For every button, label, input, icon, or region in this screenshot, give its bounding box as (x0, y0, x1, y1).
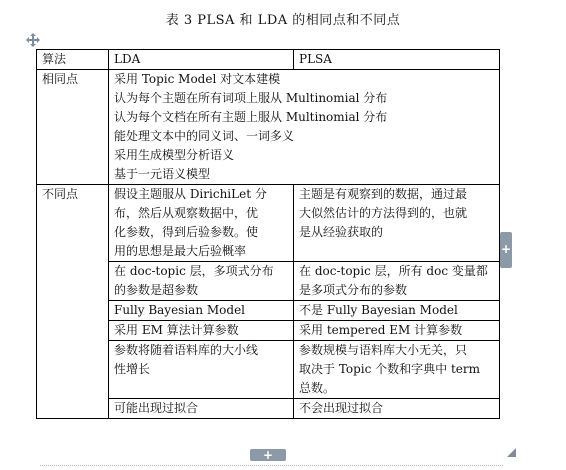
similarity-line: 基于一元语义模型 (114, 167, 211, 181)
table-caption: 表 3 PLSA 和 LDA 的相同点和不同点 (165, 13, 401, 28)
cell-line: 参数规模与语料库大小无关，只 (299, 343, 468, 357)
cell-line: 性增长 (114, 362, 151, 376)
cell-line: 采用 tempered EM 计算参数 (299, 323, 463, 337)
cell-line: 取决于 Topic 个数和字典中 term (299, 362, 481, 376)
header-cell-lda: LDA (109, 50, 294, 70)
cell-line: 采用 EM 算法计算参数 (114, 323, 239, 337)
lda-cell (109, 341, 294, 399)
cell-line: 总数。 (299, 381, 336, 395)
lda-cell (109, 301, 294, 321)
add-row-handle[interactable] (250, 449, 286, 461)
plsa-cell (294, 262, 500, 301)
lda-cell (109, 399, 294, 419)
cell-line: 在 doc-topic 层，所有 doc 变量都 (299, 264, 488, 278)
header-cell-plsa: PLSA (294, 50, 500, 70)
cell-line: 是多项式分布的参数 (299, 283, 408, 297)
differences-label: 不同点 (37, 185, 109, 419)
similarity-line: 认为每个主题在所有词项上服从 Multinomial 分布 (114, 91, 388, 105)
cell-line: 不是 Fully Bayesian Model (299, 303, 458, 317)
header-cell-algorithm: 算法 (37, 50, 109, 70)
table-row-difference (37, 185, 500, 262)
cell-line: 化参数，得到后验参数。使 (114, 225, 259, 239)
cell-line: 主题是有观察到的数据，通过最 (299, 187, 468, 201)
similarities-cell (109, 70, 500, 185)
cell-line: 参数将随着语料库的大小线 (114, 343, 259, 357)
cell-line: 大似然估计的方法得到的，也就 (299, 206, 468, 220)
cell-line: 假设主题服从 DirichiLet 分 (114, 187, 267, 201)
similarity-line: 能处理文本中的同义词、一词多义 (114, 129, 295, 143)
plsa-cell (294, 301, 500, 321)
cell-line: 布，然后从观察数据中，优 (114, 206, 259, 220)
plsa-cell (294, 341, 500, 399)
similarity-line: 认为每个文档在所有主题上服从 Multinomial 分布 (114, 110, 388, 124)
plsa-cell (294, 185, 500, 262)
cell-line: 的参数是超参数 (114, 283, 199, 297)
cell-line: 在 doc-topic 层，多项式分布 (114, 264, 274, 278)
cell-line: 不会出现过拟合 (299, 401, 384, 415)
similarity-line: 采用 Topic Model 对文本建模 (114, 72, 281, 86)
plus-icon: + (500, 242, 512, 256)
plsa-cell (294, 321, 500, 341)
cell-line: 可能出现过拟合 (114, 401, 199, 415)
plus-icon: + (262, 448, 274, 462)
page-margin-guide (40, 465, 503, 466)
table-header-row (37, 50, 500, 70)
similarity-line: 采用生成模型分析语义 (114, 148, 235, 162)
table-row-similarities (37, 70, 500, 185)
cell-line: Fully Bayesian Model (114, 303, 246, 317)
lda-cell (109, 321, 294, 341)
similarities-label: 相同点 (37, 70, 109, 185)
lda-cell (109, 185, 294, 262)
lda-cell (109, 262, 294, 301)
cell-line: 是从经验获取的 (299, 225, 384, 239)
comparison-table (36, 49, 500, 419)
move-table-icon[interactable] (26, 33, 40, 47)
cell-line: 用的思想是最大后验概率 (114, 244, 247, 258)
add-column-handle[interactable] (500, 232, 512, 268)
plsa-cell (294, 399, 500, 419)
resize-table-icon[interactable] (507, 448, 516, 457)
